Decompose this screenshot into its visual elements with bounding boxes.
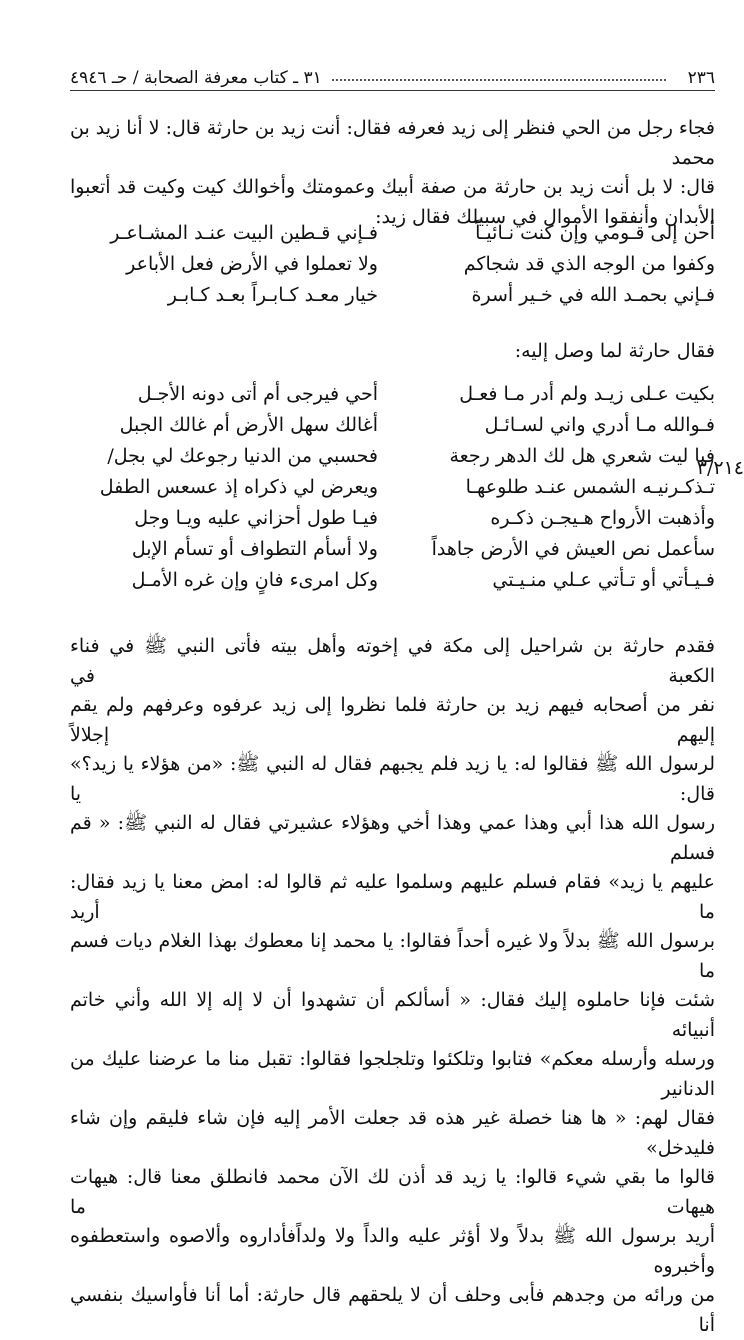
text-line: قال: لا بل أنت زيد بن حارثة من صفة أبيك وعمومتك وأخوالك كيت وكيت قد أتعبوا [70, 176, 715, 198]
verse-row [70, 253, 715, 284]
verse-first-hemistich: وكفوا من الوجه الذي قد شجاكم [463, 253, 715, 275]
verse-first-hemistich: فـإني بحمـد الله في خـير أسرة [471, 284, 715, 306]
verse-first-hemistich: وأذهبت الأرواح هـيجـن ذكـره [490, 507, 715, 529]
verse-first-hemistich: فـيـأتي أو تـأتي عـلي منـيـتي [492, 569, 715, 591]
verse-second-hemistich: فـإني قـطين البيت عنـد المشـاعـر [110, 222, 378, 244]
verse-second-hemistich: وكل امرىء فانٍ وإن غره الأمـل [131, 569, 378, 591]
verse-row [70, 476, 715, 507]
header-dot-leader [332, 79, 666, 81]
verse-first-hemistich: فيا ليت شعري هل لك الدهر رجعة [449, 445, 715, 467]
verse-first-hemistich: تـذكـرنيـه الشمس عنـد طلوعهـا [465, 476, 715, 498]
text-line: فجاء رجل من الحي فنظر إلى زيد فعرفه فقال: أنت زيد بن حارثة قال: لا أنا زيد بن محمد [70, 117, 715, 169]
verse-row [70, 538, 715, 569]
text-line: برسول الله ﷺ بدلاً ولا غيره أحداً فقالوا: يا محمد إنا معطوك بهذا الغلام ديات فسم ما [70, 930, 715, 982]
text-line: نفر من أصحابه فيهم زيد بن حارثة فلما نظروا إلى زيد عرفوه وعرفهم ولم يقم إليهم إجلالاً [70, 694, 715, 746]
running-header [70, 62, 715, 91]
verse-first-hemistich: بكيت عـلى زيـد ولم أدر مـا فعـل [459, 383, 715, 405]
text-line: الأبدان وأنفقوا الأموال في سبيلك فقال زيد: [375, 205, 715, 228]
text-line: أريد برسول الله ﷺ بدلاً ولا أؤثر عليه والداً ولا ولداًفأداروه وألاصوه واستعطفوه وأخبروه [70, 1225, 715, 1277]
margin-reference: ٣/٢١٤ [696, 457, 744, 479]
verse-row [70, 222, 715, 253]
verse-second-hemistich: أحي فيرجى أم أتى دونه الأجـل [137, 383, 378, 405]
verse-first-hemistich: فـوالله مـا أدري واني لسـائـل [484, 414, 715, 436]
verse-second-hemistich: فحسبي من الدنيا رجوعك لي بجل/ [107, 445, 378, 467]
verse-second-hemistich: أغالك سهل الأرض أم غالك الجبل [119, 414, 378, 436]
page-number: ٢٣٦ [687, 68, 715, 88]
prose-paragraph [70, 632, 715, 1340]
poem-intro-haritha: فقال حارثة لما وصل إليه: [514, 340, 715, 362]
verse-second-hemistich: ولا تعملوا في الأرض فعل الأباعر [126, 253, 378, 275]
verse-second-hemistich: خيار معـد كـابـراً بعـد كـابـر [167, 284, 378, 306]
text-line: فقدم حارثة بن شراحيل إلى مكة في إخوته وأهل بيته فأتى النبي ﷺ في فناء الكعبة في [70, 635, 715, 687]
verse-second-hemistich: ويعرض لي ذكراه إذ عسعس الطفل [99, 476, 378, 498]
text-line: ورسله وأرسله معكم» فتابوا وتلكئوا وتلجلجوا فقالوا: تقبل منا ما عرضنا عليك من الدنانير [70, 1048, 715, 1100]
text-line: شئت فإنا حاملوه إليك فقال: « أسألكم أن تشهدوا أن لا إله إلا الله وأني خاتم أنبيائه [70, 989, 715, 1041]
text-line: عليهم يا زيد» فقام فسلم عليهم وسلموا عليه ثم قالوا له: امض معنا يا زيد فقال: ما أريد [70, 871, 715, 923]
header-title: ٣١ ـ كتاب معرفة الصحابة / حـ ٤٩٤٦ [70, 68, 322, 88]
verse-row [70, 414, 715, 445]
text-line: من ورائه من وجدهم فأبى وحلف أن لا يلحقهم قال حارثة: أما أنا فأواسيك بنفسي أنا [70, 1284, 715, 1336]
verse-row [70, 284, 715, 315]
text-line: رسول الله هذا أبي وهذا عمي وهذا أخي وهؤلاء عشيرتي فقال له النبي ﷺ: « قم فسلم [70, 812, 716, 864]
poem-haritha [70, 383, 715, 600]
verse-row [70, 445, 715, 476]
text-line: فقال لهم: « ها هنا خصلة غير هذه قد جعلت الأمر إليه فإن شاء فليقم وإن شاء فليدخل» [70, 1107, 715, 1159]
poem-zaid [70, 222, 715, 315]
verse-row [70, 569, 715, 600]
verse-second-hemistich: ولا أسأم التطواف أو تسأم الإبل [131, 538, 378, 560]
verse-first-hemistich: سأعمل نص العيش في الأرض جاهداً [431, 538, 715, 560]
verse-second-hemistich: فيـا طول أحزاني عليه ويـا وجل [134, 507, 378, 529]
intro-paragraph [70, 114, 715, 232]
verse-row [70, 507, 715, 538]
verse-first-hemistich: أحن إلى قـومي وإن كنت نـائيـاً [475, 222, 715, 244]
verse-row [70, 383, 715, 414]
text-line: لرسول الله ﷺ فقالوا له: يا زيد فلم يجبهم فقال له النبي ﷺ: «من هؤلاء يا زيد؟» قال: يا [70, 753, 715, 805]
text-line: قالوا ما بقي شيء قالوا: يا زيد قد أذن لك الآن محمد فانطلق معنا قال: هيهات هيهات ما [70, 1166, 715, 1218]
